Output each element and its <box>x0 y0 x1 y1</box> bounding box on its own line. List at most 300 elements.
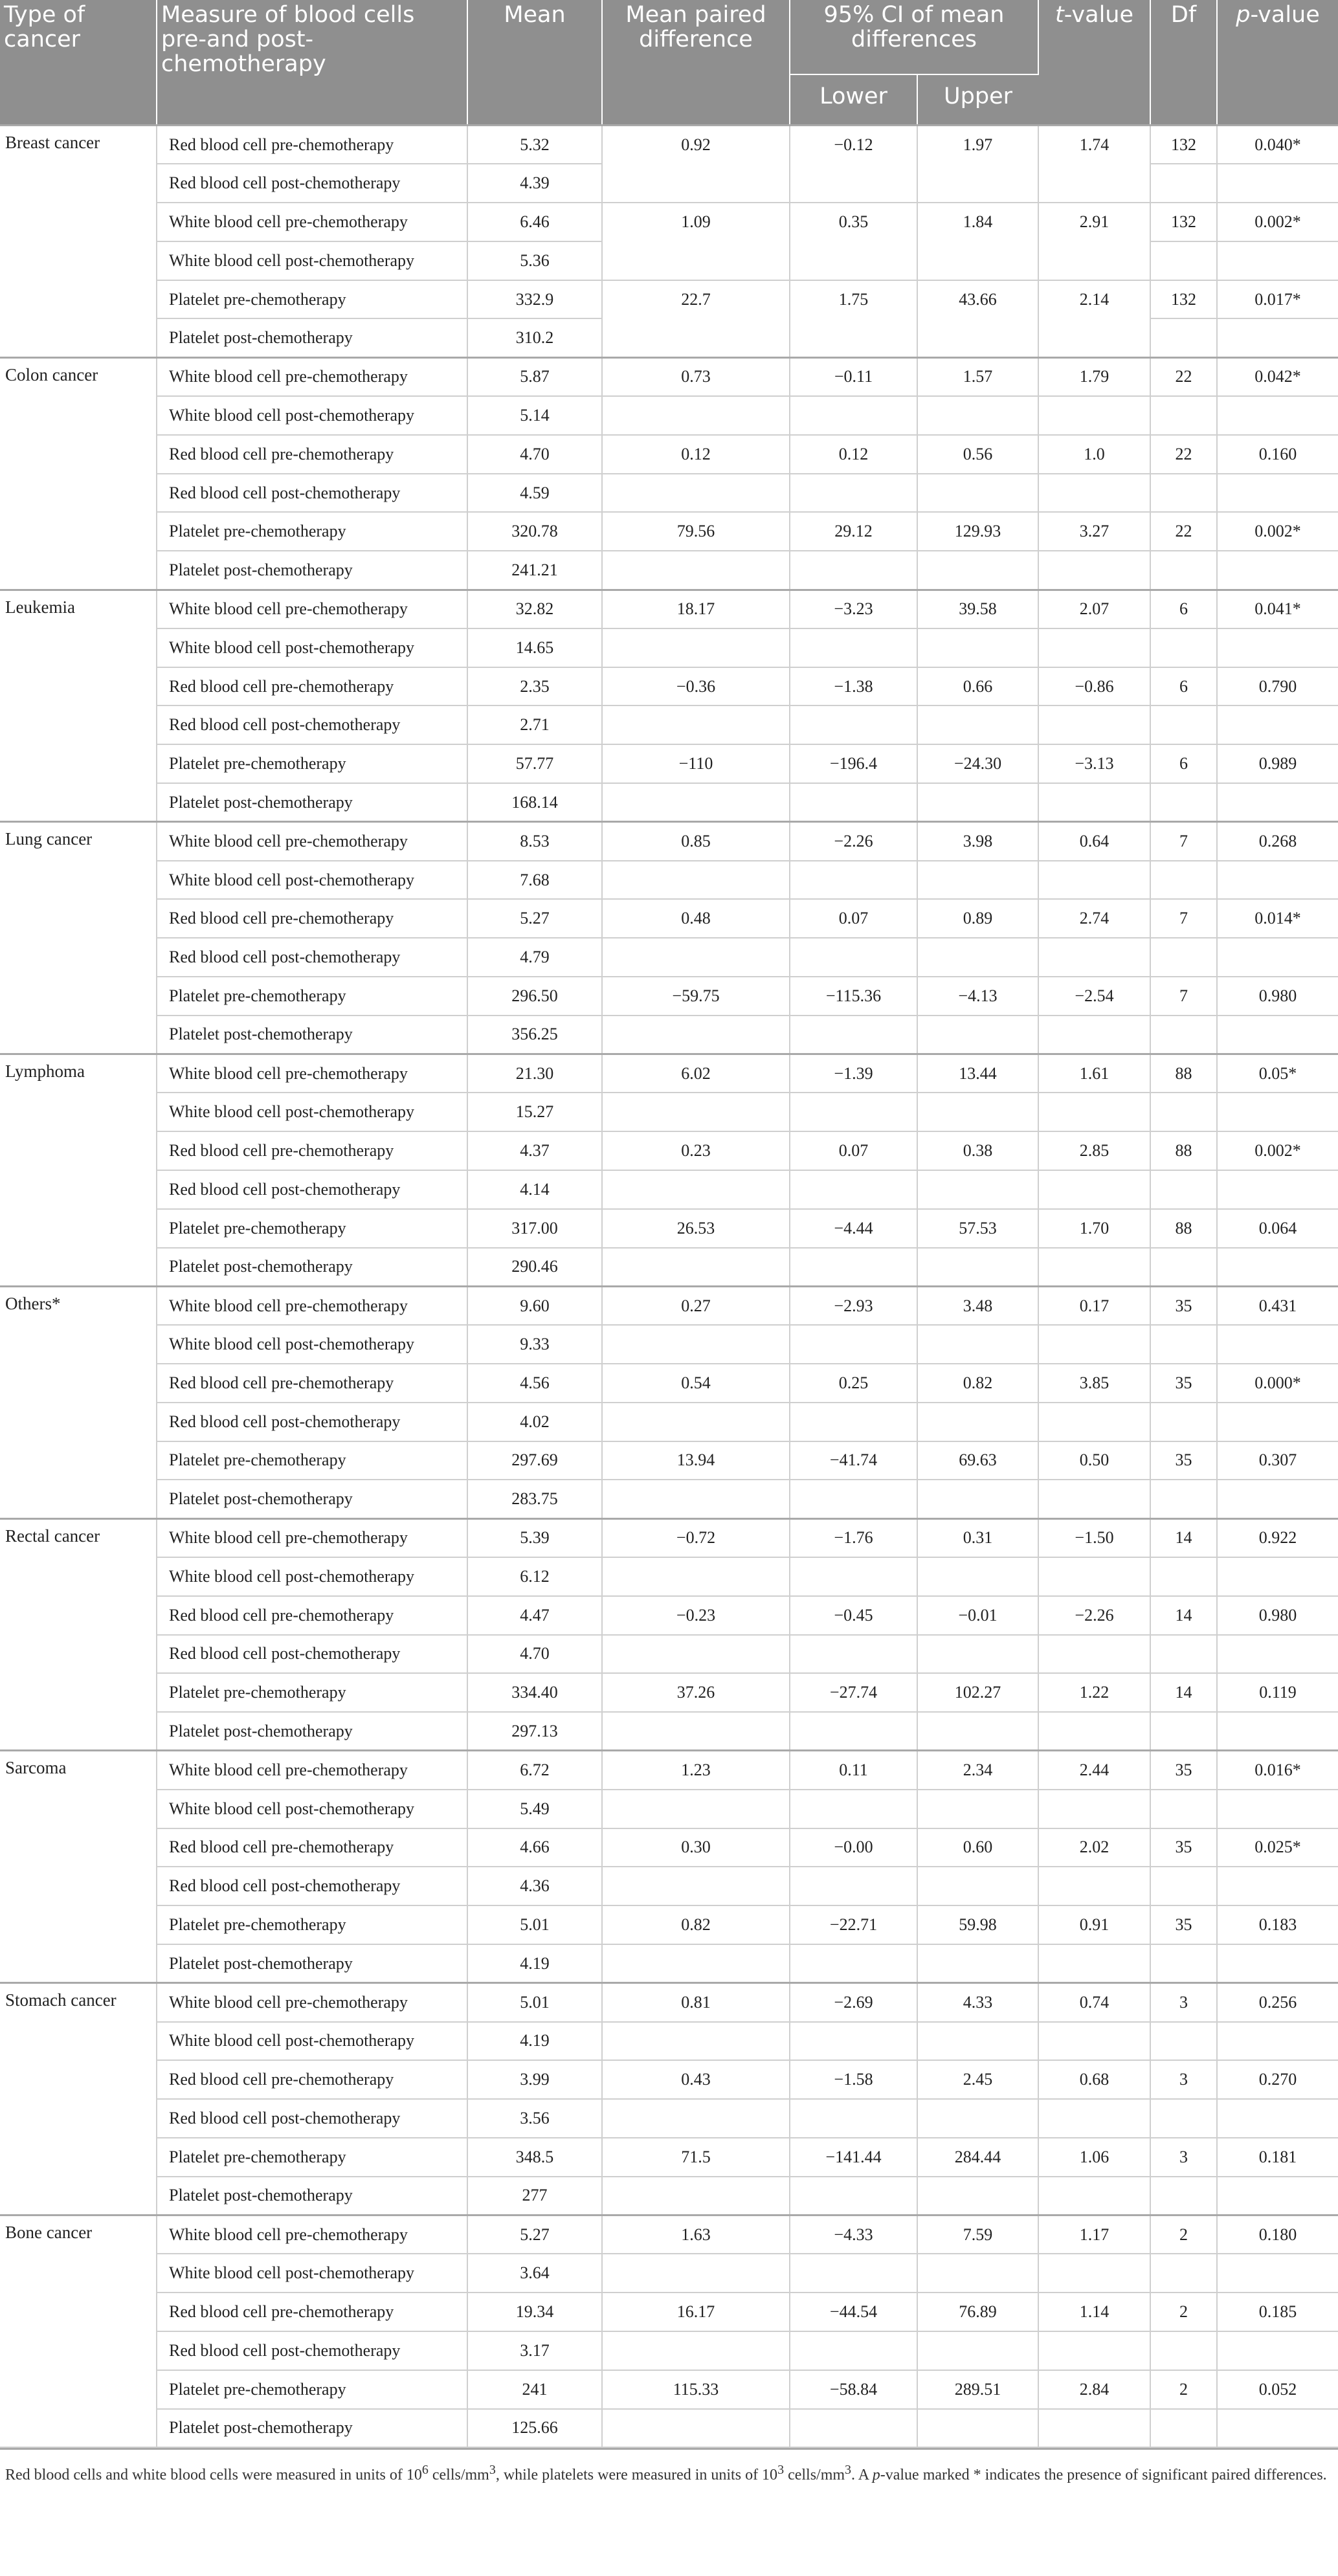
ci-lower-cell <box>790 1867 917 1905</box>
t-value-cell: 0.74 <box>1038 1983 1150 2022</box>
t-value-cell <box>1038 628 1150 667</box>
p-value-cell: 0.017* <box>1217 280 1338 319</box>
p-value-cell <box>1217 1867 1338 1905</box>
ci-lower-cell <box>790 1557 917 1596</box>
ci-upper-cell <box>917 551 1038 590</box>
t-value-cell: 1.70 <box>1038 1209 1150 1248</box>
p-value-cell <box>1217 241 1338 280</box>
ci-upper-cell: 0.56 <box>917 435 1038 474</box>
measure-cell: Red blood cell post-chemotherapy <box>157 1403 467 1441</box>
mean-paired-difference-cell <box>602 861 790 900</box>
table-row <box>0 1751 1338 1790</box>
mean-paired-difference-cell: 13.94 <box>602 1441 790 1480</box>
table-row <box>0 667 1338 706</box>
p-value-cell: 0.256 <box>1217 1983 1338 2022</box>
t-value-cell <box>1038 396 1150 435</box>
table-row <box>0 2022 1338 2061</box>
t-value-cell: 1.74 <box>1038 126 1150 203</box>
p-value-cell <box>1217 1557 1338 1596</box>
t-value-cell <box>1038 1480 1150 1518</box>
measure-cell: White blood cell post-chemotherapy <box>157 241 467 280</box>
t-value-cell: 2.44 <box>1038 1751 1150 1790</box>
table-row <box>0 590 1338 628</box>
ci-lower-cell: −58.84 <box>790 2370 917 2409</box>
t-value-cell <box>1038 1635 1150 1674</box>
p-value-cell <box>1217 861 1338 900</box>
ci-lower-cell: −0.00 <box>790 1828 917 1867</box>
cancer-type-cell: Rectal cancer <box>0 1518 157 1751</box>
table-row <box>0 474 1338 513</box>
mean-paired-difference-cell <box>602 2331 790 2370</box>
df-cell <box>1150 1635 1217 1674</box>
df-cell: 7 <box>1150 822 1217 861</box>
measure-cell: Red blood cell pre-chemotherapy <box>157 435 467 474</box>
footnote-text-3: , while platelets were measured in units of 10 <box>495 2467 778 2484</box>
ci-lower-cell: −3.23 <box>790 590 917 628</box>
table-row <box>0 512 1338 551</box>
mean-paired-difference-cell <box>602 1016 790 1054</box>
header-p-value <box>1217 0 1338 126</box>
measure-cell: White blood cell post-chemotherapy <box>157 1557 467 1596</box>
ci-lower-cell: −27.74 <box>790 1673 917 1712</box>
measure-cell: Platelet pre-chemotherapy <box>157 1441 467 1480</box>
mean-cell: 5.49 <box>467 1790 602 1828</box>
mean-cell: 21.30 <box>467 1054 602 1093</box>
table-row <box>0 938 1338 977</box>
df-cell: 6 <box>1150 744 1217 783</box>
measure-cell: Red blood cell pre-chemotherapy <box>157 2293 467 2331</box>
table-row <box>0 203 1338 241</box>
t-value-cell <box>1038 705 1150 744</box>
ci-lower-cell <box>790 628 917 667</box>
ci-upper-cell <box>917 861 1038 900</box>
mean-paired-difference-cell: 0.27 <box>602 1286 790 1325</box>
mean-cell: 5.87 <box>467 357 602 396</box>
p-letter: p <box>1236 2 1251 28</box>
df-cell: 88 <box>1150 1131 1217 1170</box>
p-value-cell: 0.052 <box>1217 2370 1338 2409</box>
t-value-cell: 2.84 <box>1038 2370 1150 2409</box>
table-footnote <box>0 2448 1338 2486</box>
ci-upper-cell: 59.98 <box>917 1905 1038 1944</box>
p-value-cell: 0.268 <box>1217 822 1338 861</box>
df-cell <box>1150 1403 1217 1441</box>
ci-upper-cell <box>917 1403 1038 1441</box>
mean-cell: 4.19 <box>467 1944 602 1983</box>
table-row <box>0 2331 1338 2370</box>
t-value-cell: −1.50 <box>1038 1518 1150 1557</box>
header-type: Type of cancer <box>0 0 157 126</box>
measure-cell: White blood cell pre-chemotherapy <box>157 590 467 628</box>
table-row <box>0 1480 1338 1518</box>
table-row <box>0 2293 1338 2331</box>
mean-paired-difference-cell: 1.63 <box>602 2215 790 2254</box>
ci-lower-cell <box>790 1712 917 1751</box>
t-value-cell: −2.54 <box>1038 977 1150 1016</box>
mean-cell: 5.27 <box>467 2215 602 2254</box>
mean-paired-difference-cell: 0.85 <box>602 822 790 861</box>
ci-upper-cell <box>917 1170 1038 1209</box>
measure-cell: Platelet post-chemotherapy <box>157 2177 467 2215</box>
p-value-cell <box>1217 1480 1338 1518</box>
df-cell <box>1150 783 1217 822</box>
ci-upper-cell <box>917 1557 1038 1596</box>
measure-cell: White blood cell pre-chemotherapy <box>157 357 467 396</box>
mean-paired-difference-cell <box>602 1403 790 1441</box>
measure-cell: Platelet post-chemotherapy <box>157 1480 467 1518</box>
measure-cell: Red blood cell pre-chemotherapy <box>157 126 467 164</box>
mean-paired-difference-cell: −59.75 <box>602 977 790 1016</box>
t-letter: t <box>1055 2 1064 28</box>
ci-upper-cell <box>917 1248 1038 1287</box>
mean-cell: 317.00 <box>467 1209 602 1248</box>
p-value-cell: 0.040* <box>1217 126 1338 164</box>
p-value-cell <box>1217 783 1338 822</box>
p-value-cell <box>1217 938 1338 977</box>
t-value-cell <box>1038 861 1150 900</box>
t-value-cell: 2.14 <box>1038 280 1150 358</box>
ci-upper-cell: 13.44 <box>917 1054 1038 1093</box>
t-value-cell: 0.91 <box>1038 1905 1150 1944</box>
df-cell: 14 <box>1150 1596 1217 1635</box>
mean-cell: 9.60 <box>467 1286 602 1325</box>
p-value-cell: 0.980 <box>1217 977 1338 1016</box>
footnote-text-2: cells/mm <box>428 2467 489 2484</box>
t-value-cell: 1.17 <box>1038 2215 1150 2254</box>
df-cell <box>1150 1325 1217 1364</box>
table-row <box>0 1518 1338 1557</box>
ci-lower-cell: −141.44 <box>790 2138 917 2177</box>
t-value-cell <box>1038 474 1150 513</box>
table-row <box>0 2215 1338 2254</box>
measure-cell: Red blood cell post-chemotherapy <box>157 2331 467 2370</box>
mean-paired-difference-cell <box>602 938 790 977</box>
df-cell: 35 <box>1150 1751 1217 1790</box>
table-row <box>0 1403 1338 1441</box>
mean-paired-difference-cell <box>602 396 790 435</box>
footnote-sup-3: 3 <box>777 2463 785 2478</box>
ci-upper-cell <box>917 1867 1038 1905</box>
ci-lower-cell <box>790 2409 917 2448</box>
table-row <box>0 551 1338 590</box>
df-cell <box>1150 1170 1217 1209</box>
t-value-cell: 0.50 <box>1038 1441 1150 1480</box>
t-value-cell <box>1038 2022 1150 2061</box>
table-row <box>0 1054 1338 1093</box>
p-value-cell: 0.002* <box>1217 1131 1338 1170</box>
measure-cell: Platelet post-chemotherapy <box>157 783 467 822</box>
df-cell <box>1150 1712 1217 1751</box>
t-value-cell <box>1038 1325 1150 1364</box>
mean-cell: 4.79 <box>467 938 602 977</box>
mean-cell: 4.70 <box>467 435 602 474</box>
table-row <box>0 1557 1338 1596</box>
table-row <box>0 1983 1338 2022</box>
t-value-cell: 1.14 <box>1038 2293 1150 2331</box>
mean-cell: 32.82 <box>467 590 602 628</box>
t-value-cell: 0.64 <box>1038 822 1150 861</box>
table-row <box>0 1867 1338 1905</box>
mean-cell: 297.69 <box>467 1441 602 1480</box>
p-value-cell: 0.119 <box>1217 1673 1338 1712</box>
table-row <box>0 1093 1338 1131</box>
mean-paired-difference-cell: 37.26 <box>602 1673 790 1712</box>
table-row <box>0 1170 1338 1209</box>
mean-paired-difference-cell <box>602 1712 790 1751</box>
measure-cell: White blood cell post-chemotherapy <box>157 861 467 900</box>
p-value-cell: 0.181 <box>1217 2138 1338 2177</box>
mean-cell: 5.01 <box>467 1905 602 1944</box>
measure-cell: Platelet pre-chemotherapy <box>157 744 467 783</box>
ci-upper-cell <box>917 2331 1038 2370</box>
df-cell <box>1150 938 1217 977</box>
mean-paired-difference-cell: 0.54 <box>602 1364 790 1403</box>
df-cell <box>1150 318 1217 357</box>
table-row <box>0 1016 1338 1054</box>
mean-cell: 3.99 <box>467 2060 602 2099</box>
p-value-cell: 0.002* <box>1217 512 1338 551</box>
mean-paired-difference-cell: 0.48 <box>602 899 790 938</box>
t-value-cell <box>1038 2099 1150 2138</box>
mean-cell: 125.66 <box>467 2409 602 2448</box>
p-value-cell <box>1217 318 1338 357</box>
measure-cell: Red blood cell post-chemotherapy <box>157 1635 467 1674</box>
t-value-cell: 1.61 <box>1038 1054 1150 1093</box>
ci-upper-cell: 0.89 <box>917 899 1038 938</box>
measure-cell: White blood cell pre-chemotherapy <box>157 822 467 861</box>
mean-paired-difference-cell: 0.92 <box>602 126 790 203</box>
df-cell: 35 <box>1150 1828 1217 1867</box>
t-value-cell: 0.17 <box>1038 1286 1150 1325</box>
p-value-cell <box>1217 2331 1338 2370</box>
p-value-cell <box>1217 2177 1338 2215</box>
df-cell: 132 <box>1150 203 1217 241</box>
df-cell <box>1150 705 1217 744</box>
ci-lower-cell: 1.75 <box>790 280 917 358</box>
t-value-cell <box>1038 2177 1150 2215</box>
ci-lower-cell <box>790 1248 917 1287</box>
df-cell <box>1150 551 1217 590</box>
ci-lower-cell: 29.12 <box>790 512 917 551</box>
mean-paired-difference-cell <box>602 1248 790 1287</box>
t-value-cell: 0.68 <box>1038 2060 1150 2099</box>
mean-paired-difference-cell: 71.5 <box>602 2138 790 2177</box>
mean-cell: 5.32 <box>467 126 602 164</box>
ci-lower-cell: −44.54 <box>790 2293 917 2331</box>
measure-cell: White blood cell post-chemotherapy <box>157 1790 467 1828</box>
ci-upper-cell <box>917 2099 1038 2138</box>
mean-cell: 4.02 <box>467 1403 602 1441</box>
mean-cell: 19.34 <box>467 2293 602 2331</box>
ci-lower-cell: −0.12 <box>790 126 917 203</box>
p-value-cell <box>1217 1712 1338 1751</box>
footnote-sup-1: 6 <box>421 2463 429 2478</box>
header-upper: Upper <box>917 74 1038 126</box>
cancer-type-cell: Lymphoma <box>0 1054 157 1287</box>
p-value-cell: 0.160 <box>1217 435 1338 474</box>
measure-cell: White blood cell post-chemotherapy <box>157 628 467 667</box>
df-cell <box>1150 1944 1217 1983</box>
df-cell <box>1150 1093 1217 1131</box>
measure-cell: Platelet post-chemotherapy <box>157 1944 467 1983</box>
ci-lower-cell: −1.58 <box>790 2060 917 2099</box>
measure-cell: Red blood cell pre-chemotherapy <box>157 667 467 706</box>
p-value-cell: 0.002* <box>1217 203 1338 241</box>
p-value-cell: 0.980 <box>1217 1596 1338 1635</box>
measure-cell: White blood cell post-chemotherapy <box>157 1325 467 1364</box>
mean-cell: 3.64 <box>467 2254 602 2293</box>
ci-lower-cell <box>790 938 917 977</box>
table-row <box>0 628 1338 667</box>
p-value-cell <box>1217 705 1338 744</box>
footnote-sup-2: 3 <box>489 2463 496 2478</box>
mean-cell: 3.17 <box>467 2331 602 2370</box>
table-row <box>0 2060 1338 2099</box>
ci-lower-cell <box>790 2331 917 2370</box>
mean-cell: 2.71 <box>467 705 602 744</box>
measure-cell: Platelet pre-chemotherapy <box>157 1905 467 1944</box>
df-cell: 3 <box>1150 1983 1217 2022</box>
ci-upper-cell: 0.60 <box>917 1828 1038 1867</box>
mean-paired-difference-cell: 0.82 <box>602 1905 790 1944</box>
mean-cell: 241 <box>467 2370 602 2409</box>
p-value-cell: 0.180 <box>1217 2215 1338 2254</box>
ci-upper-cell <box>917 2177 1038 2215</box>
footnote-text-1: Red blood cells and white blood cells were measured in units of 10 <box>5 2467 422 2484</box>
footnote-p-letter: p <box>872 2467 880 2484</box>
ci-lower-cell: −196.4 <box>790 744 917 783</box>
mean-paired-difference-cell: 16.17 <box>602 2293 790 2331</box>
measure-cell: White blood cell pre-chemotherapy <box>157 1054 467 1093</box>
ci-upper-cell <box>917 628 1038 667</box>
measure-cell: Platelet post-chemotherapy <box>157 1712 467 1751</box>
table-row <box>0 435 1338 474</box>
t-value-cell: 2.85 <box>1038 1131 1150 1170</box>
mean-cell: 5.27 <box>467 899 602 938</box>
ci-lower-cell <box>790 1790 917 1828</box>
table-row <box>0 1248 1338 1287</box>
mean-cell: 14.65 <box>467 628 602 667</box>
measure-cell: Red blood cell pre-chemotherapy <box>157 899 467 938</box>
p-value-cell: 0.041* <box>1217 590 1338 628</box>
mean-cell: 310.2 <box>467 318 602 357</box>
ci-lower-cell <box>790 551 917 590</box>
mean-paired-difference-cell <box>602 1325 790 1364</box>
p-value-cell: 0.183 <box>1217 1905 1338 1944</box>
mean-cell: 296.50 <box>467 977 602 1016</box>
ci-upper-cell: 3.48 <box>917 1286 1038 1325</box>
cancer-type-cell: Bone cancer <box>0 2215 157 2448</box>
t-value-cell: 2.91 <box>1038 203 1150 280</box>
df-cell: 14 <box>1150 1518 1217 1557</box>
df-cell: 35 <box>1150 1905 1217 1944</box>
mean-cell: 297.13 <box>467 1712 602 1751</box>
measure-cell: Platelet pre-chemotherapy <box>157 977 467 1016</box>
df-cell: 22 <box>1150 357 1217 396</box>
mean-paired-difference-cell: 0.81 <box>602 1983 790 2022</box>
mean-paired-difference-cell <box>602 1480 790 1518</box>
t-value-cell <box>1038 551 1150 590</box>
measure-cell: Red blood cell pre-chemotherapy <box>157 2060 467 2099</box>
measure-cell: Red blood cell pre-chemotherapy <box>157 1364 467 1403</box>
table-row <box>0 899 1338 938</box>
ci-upper-cell: 43.66 <box>917 280 1038 358</box>
df-cell <box>1150 2409 1217 2448</box>
mean-paired-difference-cell: 1.23 <box>602 1751 790 1790</box>
footnote-sup-4: 3 <box>845 2463 852 2478</box>
df-cell <box>1150 2177 1217 2215</box>
mean-cell: 6.12 <box>467 1557 602 1596</box>
table-row <box>0 1635 1338 1674</box>
p-value-cell <box>1217 396 1338 435</box>
ci-upper-cell <box>917 705 1038 744</box>
ci-upper-cell: 0.66 <box>917 667 1038 706</box>
table-row <box>0 822 1338 861</box>
table-row <box>0 744 1338 783</box>
mean-cell: 57.77 <box>467 744 602 783</box>
mean-paired-difference-cell: 0.23 <box>602 1131 790 1170</box>
ci-upper-cell: 129.93 <box>917 512 1038 551</box>
mean-paired-difference-cell <box>602 1557 790 1596</box>
p-value-cell: 0.307 <box>1217 1441 1338 1480</box>
mean-paired-difference-cell <box>602 1635 790 1674</box>
measure-cell: White blood cell post-chemotherapy <box>157 396 467 435</box>
mean-paired-difference-cell <box>602 551 790 590</box>
mean-paired-difference-cell: 1.09 <box>602 203 790 280</box>
p-value-cell: 0.270 <box>1217 2060 1338 2099</box>
ci-lower-cell: 0.11 <box>790 1751 917 1790</box>
ci-lower-cell <box>790 474 917 513</box>
ci-lower-cell: −4.33 <box>790 2215 917 2254</box>
footnote-text-4: cells/mm <box>784 2467 845 2484</box>
ci-lower-cell: −22.71 <box>790 1905 917 1944</box>
header-mean-paired-difference: Mean paired difference <box>602 0 790 126</box>
measure-cell: Platelet pre-chemotherapy <box>157 1673 467 1712</box>
ci-upper-cell <box>917 1016 1038 1054</box>
df-cell: 132 <box>1150 280 1217 319</box>
ci-upper-cell: 289.51 <box>917 2370 1038 2409</box>
p-value-cell: 0.922 <box>1217 1518 1338 1557</box>
ci-lower-cell <box>790 2022 917 2061</box>
ci-upper-cell: 4.33 <box>917 1983 1038 2022</box>
measure-cell: White blood cell post-chemotherapy <box>157 2254 467 2293</box>
df-cell: 7 <box>1150 977 1217 1016</box>
table-row <box>0 1712 1338 1751</box>
ci-upper-cell: 0.82 <box>917 1364 1038 1403</box>
ci-lower-cell: 0.07 <box>790 1131 917 1170</box>
ci-lower-cell <box>790 861 917 900</box>
mean-paired-difference-cell: 26.53 <box>602 1209 790 1248</box>
table-row <box>0 1828 1338 1867</box>
p-value-cell: 0.025* <box>1217 1828 1338 1867</box>
ci-upper-cell: −4.13 <box>917 977 1038 1016</box>
t-value-cell <box>1038 783 1150 822</box>
df-cell <box>1150 1016 1217 1054</box>
p-value-cell: 0.05* <box>1217 1054 1338 1093</box>
measure-cell: Red blood cell pre-chemotherapy <box>157 1131 467 1170</box>
df-cell: 35 <box>1150 1364 1217 1403</box>
t-value-cell <box>1038 2331 1150 2370</box>
mean-cell: 6.72 <box>467 1751 602 1790</box>
df-cell: 3 <box>1150 2138 1217 2177</box>
ci-upper-cell: 1.57 <box>917 357 1038 396</box>
t-value-cell <box>1038 1016 1150 1054</box>
df-cell: 2 <box>1150 2370 1217 2409</box>
ci-lower-cell <box>790 1170 917 1209</box>
t-value-cell <box>1038 1712 1150 1751</box>
table-row <box>0 2099 1338 2138</box>
measure-cell: White blood cell pre-chemotherapy <box>157 2215 467 2254</box>
